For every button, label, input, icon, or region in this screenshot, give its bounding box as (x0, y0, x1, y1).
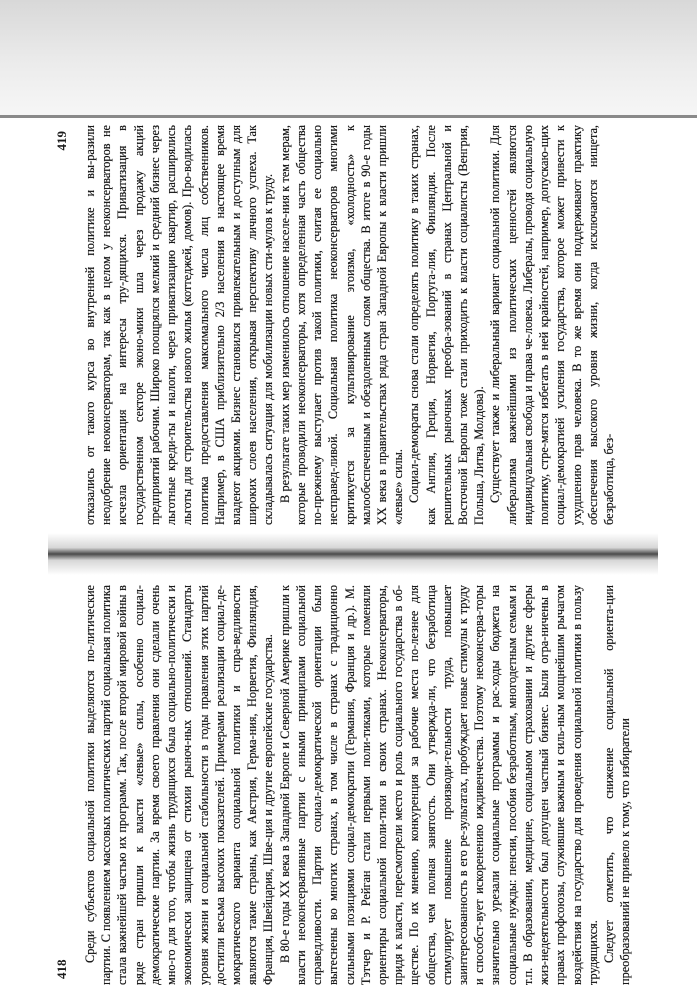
left-page-text (82, 585, 658, 985)
paragraph: отказались от такого курса во внутренней политике и вы-разили неодобрение неоконсерваторам, так как в целом у неоконсерваторов не исчезла ориентация на интересы тру-дящихся. Приватизация в государственном секторе эконо-мики шла через продажу акций предприятий рабочим. Широко поощрялся мелкий и средний бизнес через льготные креди-ты и налоги, через приватизацию квартир, расширялись льготы для строительства нового жилья (коттеджей, домов). Про-водилась политика предоставления максимального числа лиц собственников. Например, в США приблизительно 2/3 населения в настоящее время владеют акциями. Бизнес становился привлекательным и доступным для широких слоев населения, открывая перспективу личного успеха. Так складывалась ситуация для мобилизации новых сти-мулов к труду. (83, 125, 276, 525)
book-fold (48, 533, 658, 575)
paragraph: В 80-е годы XX века в Западной Европе и Северной Америке пришли к власти неоконсервативные партии с иными принципами социальной справедливости. Партии социал-демократической ориентации были вытеснены во многих странах, в том числе в странах с традиционно сильными позициями социал-демократии (Германия, Франция и др.). М. Тэтчер и Р. Рейган стали первыми поли-тиками, которые поменяли ориентиры социальной поли-тики в своих странах. Неоконсерваторы, придя к власти, пересмотрели место и роль социального государства в об-ществе. По их мнению, конкуренция за рабочие места по-лезнее для общества, чем полная занятость. Они утвержда-ли, что безработица стимулирует повышение производи-тельности труда, повышает заинтересованность в его ре-зультатах, пробуждает новые стимулы к труду и способст-вует искоренению иждивенчества. Поэтому неоконсерва-торы значительно урезали социальные программы и рас-ходы бюджета на социальные нужды: пенсии, пособия безработным, многодетным семьям и т.п. В образовании, медицине, социальном страховании и другие сферы жиз-недеятельности был допущен частный бизнес. Были огра-ничены в правах профсоюзы, служившие важным и силь-ным мощнейшим рычагом воздействия на государство для проведения социальной политики в пользу трудящихся. (277, 585, 600, 985)
paragraph: Среди субъектов социальной политики выделяются по-литические партии. С появлением массовых политических партий социальная политика стала важнейшей частью их программ. Так, после второй мировой войны в ряде стран пришли к власти «левые» силы, особенно социал-демократические партии. За время своего правления они сделали очень мно-го для того, чтобы жизнь трудящихся была социально-политически и экономически защищена от стихии рыноч-ных отношений. Стандарты уровня жизни и социальной стабильности в годы правления этих партий достигли весьма высоких показателей. Примерами реализации социал-де-мократического варианта социальной политики и спра-ведливости являются такие страны, как Австрия, Герма-ния, Норвегия, Финляндия, Франция, Швейцария, Шве-ция и другие европейские государства. (83, 585, 276, 985)
left-page (48, 585, 658, 985)
book-spread (48, 125, 658, 985)
right-page-text (82, 125, 658, 525)
paragraph: Социал-демократы снова стали определять политику в таких странах, как Англия, Греция, Норвегия, Португа-лия, Финляндия. После решительных рыночных преобра-зований в странах Центральной и Восточной Европы тоже стали приходить к власти социалисты (Венгрия, Польша, Литва, Молдова). (407, 125, 487, 525)
right-page (48, 125, 658, 525)
paragraph: Следует отметить, что снижение социальной ориента-ции преобразований не привело к тому, что избиратели (602, 585, 633, 985)
paragraph: Существует также и либеральный вариант социальной политики. Для либерализма важнейшими из политических ценностей являются индивидуальная свобода и права че-ловека. Либералы, проводя социальную политику, стре-мятся избегать в ней крайностей, например, допускаю-щих социал-демократией усиления государства, которое может привести к ухудшению прав человека. В то же время они поддерживают практику обеспечения высокого уровня жизни, когда исключаются нищета, безработица, без- (488, 125, 616, 525)
page-number-right: 419 (54, 131, 69, 151)
scanner-edge (0, 0, 697, 118)
paragraph: В результате таких мер изменилось отношение населе-ния к тем мерам, которые проводили неоконсерваторы, хотя определенная часть общества по-прежнему выступает против такой политики, считая ее социально несправед-ливой. Социальная политика неоконсерваторов многими критикуется за культивирование эгоизма, «холодность» к малообеспеченным и обездоленным слоям общества. В итоге в 90-е годы XX века в правительствах ряда стран Западной Европы к власти пришли «левые» силы. (277, 125, 406, 525)
page-number-left: 418 (54, 959, 69, 979)
